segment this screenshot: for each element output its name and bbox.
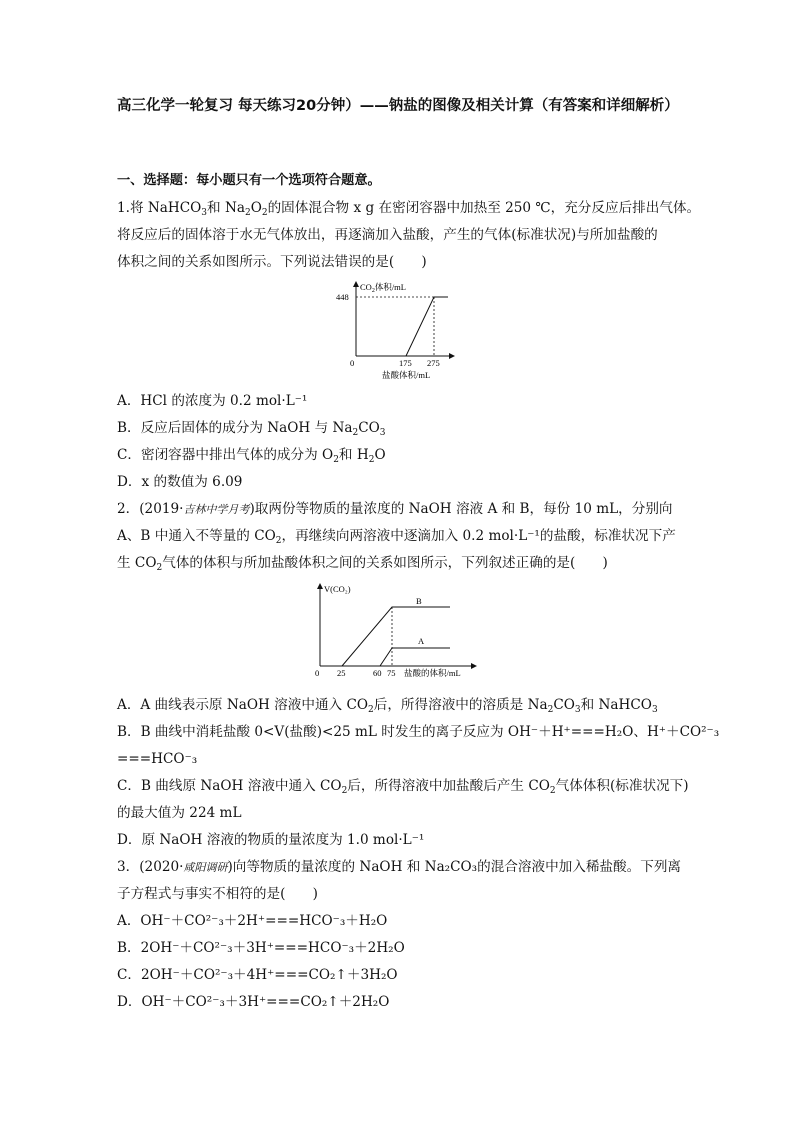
q2-option-c-line-2: 的最大值为 224 mL bbox=[117, 805, 242, 821]
q1-stem-line-3: 体积之间的关系如图所示。下列说法错误的是( ) bbox=[117, 254, 427, 270]
q1-xtick-175: 175 bbox=[399, 358, 412, 368]
q2-xtick-60: 60 bbox=[373, 668, 382, 678]
q3-option-b: B．2OH⁻＋CO²⁻₃＋3H⁺===HCO⁻₃＋2H₂O bbox=[117, 940, 405, 956]
q1-option-b: B．反应后固体的成分为 NaOH 与 $Na_2CO_3$ bbox=[117, 420, 386, 438]
section-heading: 一、选择题：每小题只有一个选项符合题意。 bbox=[117, 173, 381, 188]
q2-stem-line-2: A、B 中通入不等量的 $CO_2$，再继续向两溶液中逐滴加入 0.2 mol·L⁻¹的盐酸，标准状况下产 bbox=[117, 528, 676, 546]
q2-ylabel: V(CO₂) bbox=[324, 584, 351, 594]
q3-option-c: C．2OH⁻＋CO²⁻₃＋4H⁺===CO₂↑＋3H₂O bbox=[117, 967, 398, 983]
q2-option-a: A．A 曲线表示原 NaOH 溶液中通入 $CO_2$后，所得溶液中的溶质是 $Na_2CO_3$和 NaHCO$_3$ bbox=[117, 697, 658, 715]
q3-stem-line-2: 子方程式与事实不相符的是( ) bbox=[117, 886, 318, 902]
q2-stem-line-3: 生 $CO_2$气体的体积与所加盐酸体积之间的关系如图所示，下列叙述正确的是( ) bbox=[117, 555, 608, 573]
q3-stem-line-1: 3．(2020·咸阳调研)向等物质的量浓度的 NaOH 和 Na₂CO₃的混合溶液中加入稀盐酸。下列离 bbox=[117, 859, 682, 875]
q2-label-b: B bbox=[416, 596, 422, 606]
q2-label-a: A bbox=[418, 636, 425, 646]
q1-stem-line-2: 将反应后的固体溶于水无气体放出，再逐滴加入盐酸，产生的气体(标准状况)与所加盐酸的 bbox=[117, 227, 658, 243]
q2-option-b-line-1: B．B 曲线中消耗盐酸 0<V(盐酸)<25 mL 时发生的离子反应为 OH⁻＋H⁺===H₂O、H⁺＋CO²⁻₃ bbox=[117, 724, 720, 740]
q1-option-c: C．密闭容器中排出气体的成分为 $O_2$和 $H_2O$ bbox=[117, 447, 386, 465]
q1-option-d: D．x 的数值为 6.09 bbox=[117, 474, 243, 490]
q2-option-d: D．原 NaOH 溶液的物质的量浓度为 1.0 mol·L⁻¹ bbox=[117, 832, 425, 848]
q3-option-d: D．OH⁻＋CO²⁻₃＋3H⁺===CO₂↑＋2H₂O bbox=[117, 994, 390, 1010]
q2-xlabel: 盐酸的体积/mL bbox=[404, 668, 461, 678]
q2-xtick-25: 25 bbox=[337, 668, 346, 678]
q3-option-a: A．OH⁻＋CO²⁻₃＋2H⁺===HCO⁻₃＋H₂O bbox=[117, 913, 388, 929]
q2-origin: 0 bbox=[315, 668, 320, 678]
q1-ytick-448: 448 bbox=[336, 292, 349, 302]
q2-xtick-75: 75 bbox=[387, 668, 396, 678]
q1-xlabel: 盐酸体积/mL bbox=[382, 370, 431, 380]
q2-stem-line-1: 2．(2019·吉林中学月考)取两份等物质的量浓度的 NaOH 溶液 A 和 B，每份 10 mL，分别向 bbox=[117, 501, 673, 517]
page-title: 高三化学一轮复习 每天练习20分钟）——钠盐的图像及相关计算（有答案和详细解析） bbox=[117, 98, 679, 114]
q2-series-b-line bbox=[342, 607, 450, 666]
q2-option-b-line-2: ===HCO⁻₃ bbox=[117, 751, 198, 767]
q2-chart bbox=[306, 580, 488, 686]
q1-chart bbox=[330, 280, 460, 382]
q1-origin: 0 bbox=[350, 358, 355, 368]
q1-option-a: A．HCl 的浓度为 0.2 mol·L⁻¹ bbox=[117, 393, 308, 409]
q2-option-c-line-1: C．B 曲线原 NaOH 溶液中通入 $CO_2$后，所得溶液中加盐酸后产生 $CO_2$气体体积(标准状况下) bbox=[117, 778, 689, 796]
q1-stem-line-1: 1.将 NaHCO$_3$和 $Na_2O_2$的固体混合物 x g 在密闭容器中加热至 250 ℃，充分反应后排出气体。 bbox=[117, 200, 701, 218]
q1-ylabel-co2: $CO_2$体积/mL bbox=[360, 282, 406, 294]
q2-series-a-line bbox=[380, 648, 450, 666]
q1-xtick-275: 275 bbox=[427, 358, 440, 368]
